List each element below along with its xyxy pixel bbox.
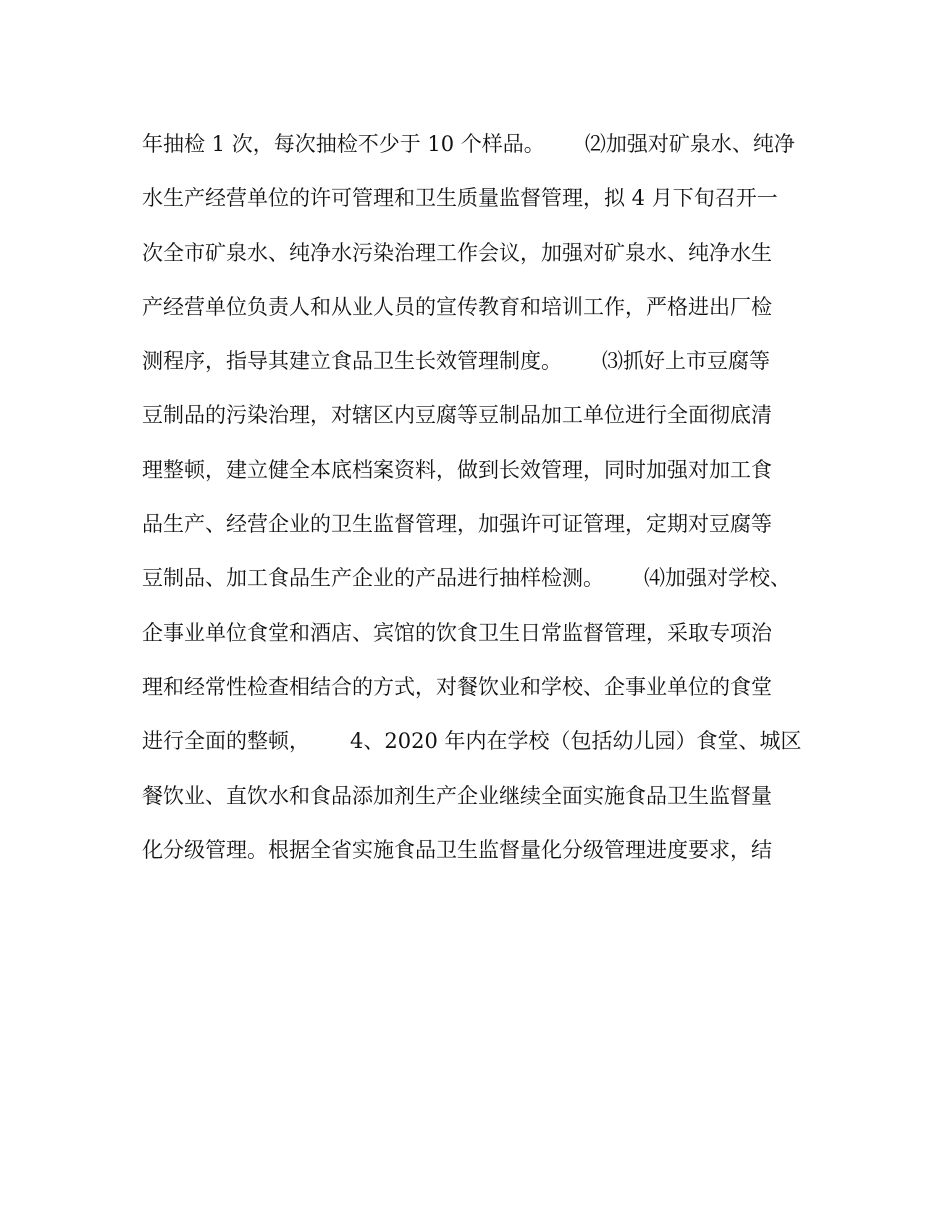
text-line: 餐饮业、直饮水和食品添加剂生产企业继续全面实施食品卫生监督量	[142, 783, 772, 808]
text-line: 进行全面的整顿， 4、2020 年内在学校（包括幼儿园）食堂、城区	[142, 729, 802, 754]
text-line: 测程序，指导其建立食品卫生长效管理制度。 ⑶抓好上市豆腐等	[142, 349, 771, 374]
text-line: 豆制品、加工食品生产企业的产品进行抽样检测。 ⑷加强对学校、	[142, 566, 792, 591]
text-line: 理和经常性检查相结合的方式，对餐饮业和学校、企事业单位的食堂	[142, 674, 772, 699]
text-line: 理整顿，建立健全本底档案资料，做到长效管理，同时加强对加工食	[142, 457, 772, 482]
text-line: 年抽检 1 次，每次抽检不少于 10 个样品。 ⑵加强对矿泉水、纯净	[142, 132, 795, 156]
text-line: 次全市矿泉水、纯净水污染治理工作会议，加强对矿泉水、纯净水生	[142, 240, 772, 265]
text-line: 产经营单位负责人和从业人员的宣传教育和培训工作，严格进出厂检	[142, 294, 772, 319]
text-line: 企事业单位食堂和酒店、宾馆的饮食卫生日常监督管理，采取专项治	[142, 620, 772, 645]
text-line: 水生产经营单位的许可管理和卫生质量监督管理，拟 4 月下旬召开一	[142, 186, 778, 211]
text-line: 豆制品的污染治理，对辖区内豆腐等豆制品加工单位进行全面彻底清	[142, 403, 772, 428]
body-text	[142, 122, 812, 882]
text-line: 化分级管理。根据全省实施食品卫生监督量化分级管理进度要求，结	[142, 837, 772, 862]
text-line: 品生产、经营企业的卫生监督管理，加强许可证管理，定期对豆腐等	[142, 512, 772, 537]
